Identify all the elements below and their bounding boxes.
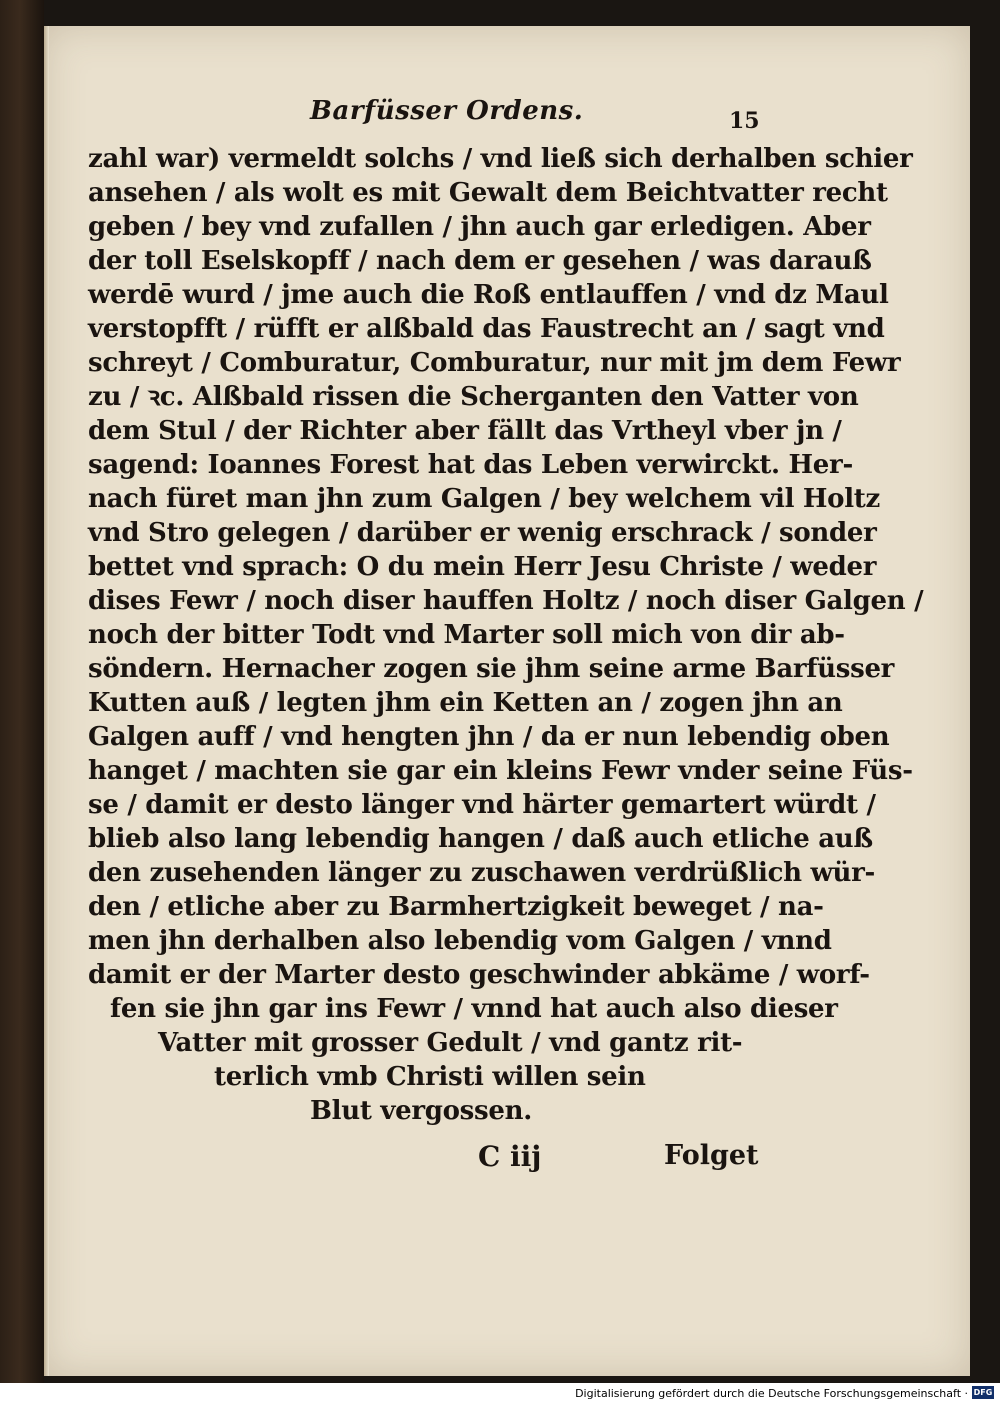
text-line: damit er der Marter desto geschwinder abkäme / worf-: [88, 960, 870, 990]
running-head: Barfüsser Ordens.: [310, 96, 584, 126]
text-line: hanget / machten sie gar ein kleins Fewr vnder seine Füs-: [88, 756, 913, 786]
page-gutter-shadow: [44, 26, 49, 1376]
text-line: fen sie jhn gar ins Fewr / vnnd hat auch also dieser: [110, 994, 838, 1024]
text-line: Galgen auff / vnd hengten jhn / da er nun lebendig oben: [88, 722, 890, 752]
book-cover-edge: [0, 0, 44, 1383]
text-line: se / damit er desto länger vnd härter gemartert würdt /: [88, 790, 876, 820]
text-line: verstopfft / rüfft er alßbald das Faustrecht an / sagt vnd: [88, 314, 885, 344]
text-line: sagend: Ioannes Forest hat das Leben verwirckt. Her-: [88, 450, 853, 480]
text-line: dem Stul / der Richter aber fällt das Vrtheyl vber jn /: [88, 416, 842, 446]
text-line: ansehen / als wolt es mit Gewalt dem Beichtvatter recht: [88, 178, 888, 208]
text-line: vnd Stro gelegen / darüber er wenig erschrack / sonder: [88, 518, 877, 548]
text-line: den / etliche aber zu Barmhertzigkeit beweget / na-: [88, 892, 824, 922]
text-line: söndern. Hernacher zogen sie jhm seine arme Barfüsser: [88, 654, 895, 684]
text-line: terlich vmb Christi willen sein: [214, 1062, 646, 1092]
text-line: zahl war) vermeldt solchs / vnd ließ sich derhalben schier: [88, 144, 913, 174]
text-line: bettet vnd sprach: O du mein Herr Jesu Christe / weder: [88, 552, 877, 582]
text-line: men jhn derhalben also lebendig vom Galgen / vnnd: [88, 926, 832, 956]
text-line: blieb also lang lebendig hangen / daß auch etliche auß: [88, 824, 873, 854]
text-line: werdē wurd / jme auch die Roß entlauffen / vnd dz Maul: [88, 280, 889, 310]
text-line: Blut vergossen.: [310, 1096, 532, 1126]
funding-credit: Digitalisierung gefördert durch die Deutsche Forschungsgemeinschaft ·: [575, 1387, 968, 1400]
text-line: zu / ꝛc. Alßbald rissen die Scherganten den Vatter von: [88, 382, 859, 412]
dfg-logo-icon: DFG: [973, 1388, 993, 1397]
text-line: geben / bey vnd zufallen / jhn auch gar erledigen. Aber: [88, 212, 871, 242]
text-line: den zusehenden länger zu zuschawen verdrüßlich wür-: [88, 858, 876, 888]
text-line: nach füret man jhn zum Galgen / bey welchem vil Holtz: [88, 484, 880, 514]
catchword: Folget: [664, 1140, 759, 1171]
text-line: Vatter mit grosser Gedult / vnd gantz rit-: [158, 1028, 743, 1058]
text-line: schreyt / Comburatur, Comburatur, nur mit jm dem Fewr: [88, 348, 901, 378]
text-line: Kutten auß / legten jhm ein Ketten an / zogen jhn an: [88, 688, 843, 718]
text-line: der toll Eselskopff / nach dem er gesehen / was darauß: [88, 246, 872, 276]
text-line: dises Fewr / noch diser hauffen Holtz / noch diser Galgen /: [88, 586, 924, 616]
page-number: 15: [729, 108, 760, 134]
text-line: noch der bitter Todt vnd Marter soll mich von dir ab-: [88, 620, 845, 650]
signature-mark: C iij: [478, 1140, 542, 1173]
